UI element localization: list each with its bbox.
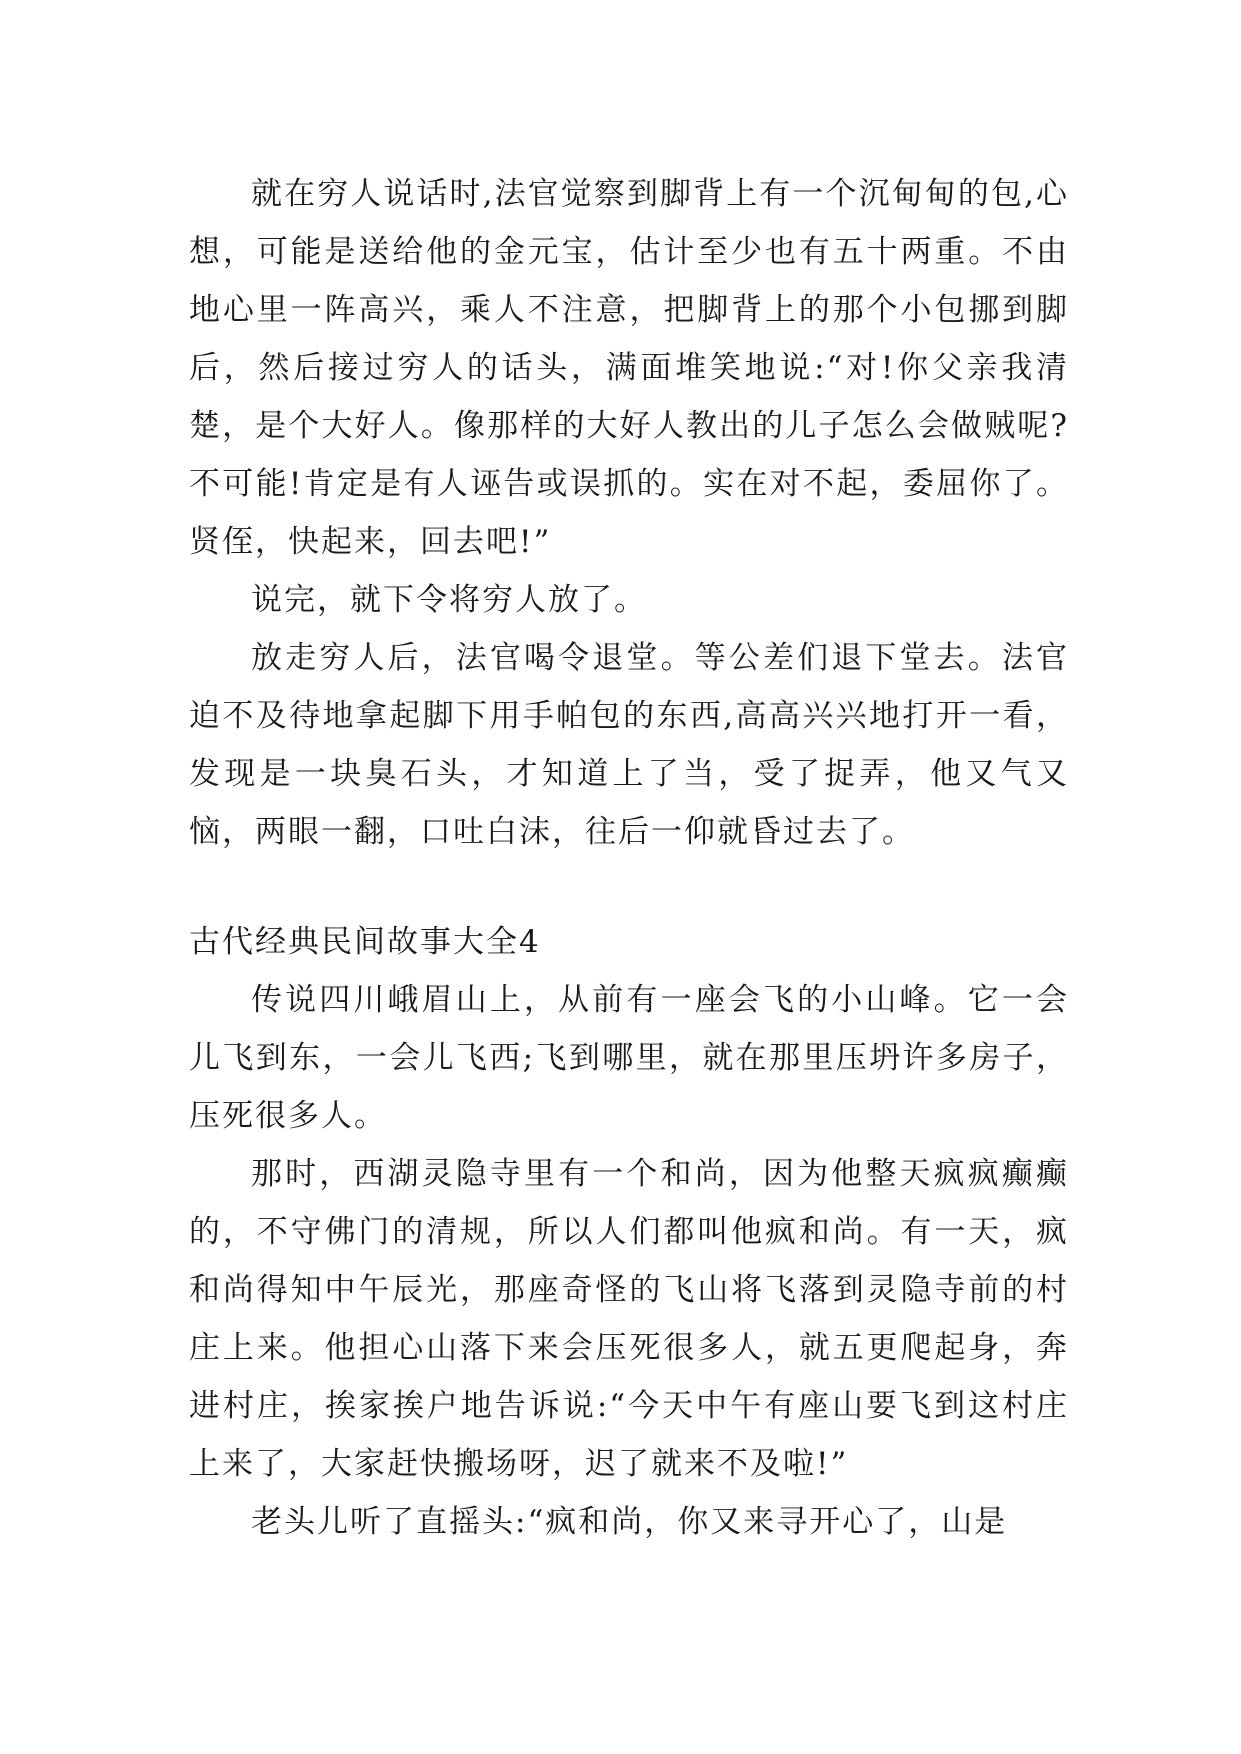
paragraph: 那时，西湖灵隐寺里有一个和尚，因为他整天疯疯癫癫的，不守佛门的清规，所以人们都叫他疯和尚。有一天，疯和尚得知中午辰光，那座奇怪的飞山将飞落到灵隐寺前的村庄上来。他担心山落下来会压死很多人，就五更爬起身，奔进村庄，挨家挨户地告诉说:“今天中午有座山要飞到这村庄上来了，大家赶快搬场呀，迟了就来不及啦!” [189, 1156, 1069, 1482]
paragraph: 老头儿听了直摇头:“疯和尚，你又来寻开心了，山是 [251, 1504, 1008, 1540]
paragraph: 传说四川峨眉山上，从前有一座会飞的小山峰。它一会儿飞到东，一会儿飞西;飞到哪里，就在那里压坍许多房子，压死很多人。 [189, 982, 1069, 1134]
paragraph: 就在穷人说话时,法官觉察到脚背上有一个沉甸甸的包,心想，可能是送给他的金元宝，估计至少也有五十两重。不由地心里一阵高兴，乘人不注意，把脚背上的那个小包挪到脚后，然后接过穷人的话头，满面堆笑地说:“对!你父亲我清楚，是个大好人。像那样的大好人教出的儿子怎么会做贼呢?不可能!肯定是有人诬告或误抓的。实在对不起，委屈你了。贤侄，快起来，回去吧!” [189, 176, 1069, 560]
story-section-3-tail [189, 165, 1069, 861]
section-title: 古代经典民间故事大全4 [189, 924, 541, 960]
paragraph: 说完，就下令将穷人放了。 [251, 582, 647, 618]
paragraph: 放走穷人后，法官喝令退堂。等公差们退下堂去。法官迫不及待地拿起脚下用手帕包的东西,高高兴兴地打开一看，发现是一块臭石头，才知道上了当，受了捉弄，他又气又恼，两眼一翻，口吐白沫，往后一仰就昏过去了。 [189, 640, 1069, 850]
story-section-4 [189, 913, 1069, 1551]
